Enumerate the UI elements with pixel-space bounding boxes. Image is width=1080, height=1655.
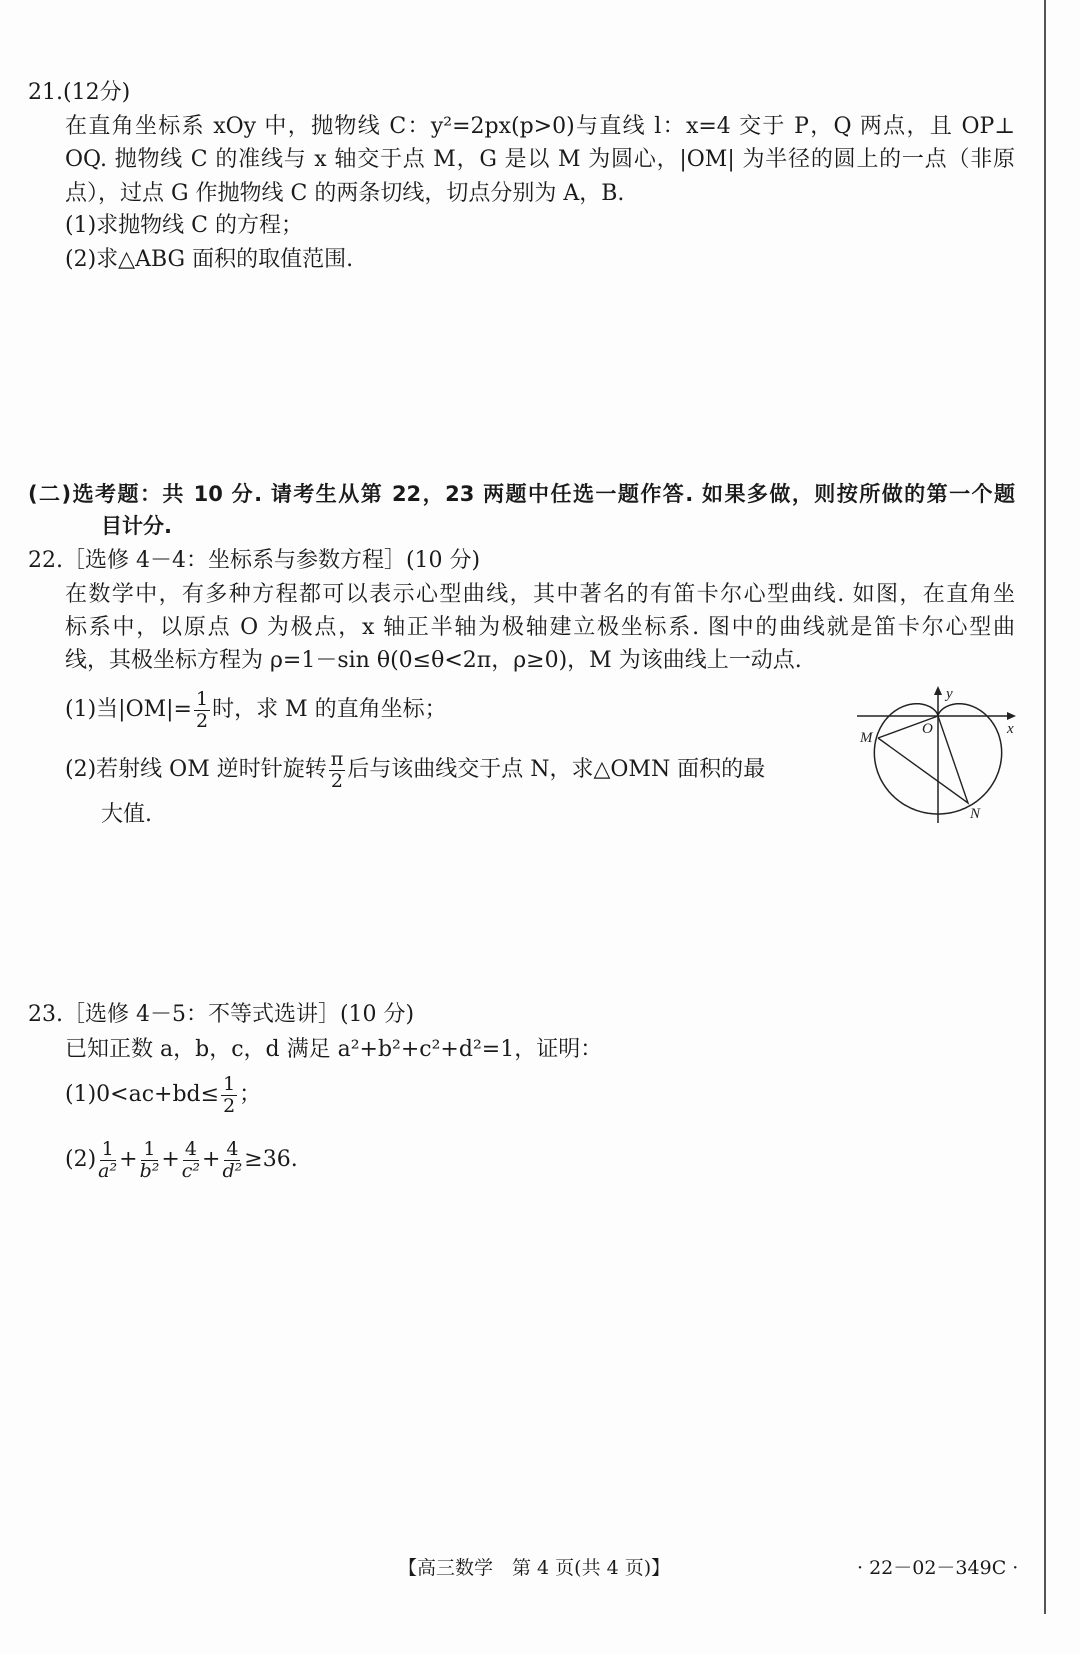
footer-exam-code: · 22－02－349C · <box>857 1557 1019 1579</box>
fraction-denominator: b² <box>139 1159 160 1182</box>
origin-label: O <box>922 721 933 737</box>
plus-sign: + <box>202 1147 221 1172</box>
y-axis-arrow-icon <box>934 686 942 695</box>
fraction-numerator: 4 <box>226 1137 239 1160</box>
fraction-denominator: 2 <box>195 709 209 732</box>
fraction-numerator: 1 <box>223 1072 236 1095</box>
y-axis-label: y <box>946 686 953 702</box>
cardioid-figure <box>850 680 1030 840</box>
fraction-denominator: c² <box>181 1159 201 1182</box>
q23-number: 23.［选修 4－5：不等式选讲］(10 分) <box>28 1002 415 1027</box>
fraction <box>221 1074 237 1117</box>
q23-line-1: 已知正数 a，b，c，d 满足 a²+b²+c²+d²=1，证明： <box>65 1037 603 1062</box>
q21-line-3: 点），过点 G 作抛物线 C 的两条切线，切点分别为 A，B. <box>65 181 625 206</box>
q22-part-2-post: 后与该曲线交于点 N，求△OMN 面积的最 <box>347 757 766 782</box>
fraction <box>182 1139 200 1182</box>
q22-line-1: 在数学中，有多种方程都可以表示心型曲线，其中著名的有笛卡尔心型曲线. 如图，在直角坐 <box>65 582 1015 607</box>
q22-part-1-post: 时，求 M 的直角坐标； <box>212 697 447 722</box>
plus-sign: + <box>161 1147 180 1172</box>
x-axis-label: x <box>1007 721 1014 737</box>
fraction <box>329 749 346 792</box>
section-2-instructions-cont: 目计分. <box>101 514 172 538</box>
fraction-denominator: a² <box>98 1159 118 1182</box>
fraction-denominator: 2 <box>330 769 344 792</box>
q22-part-1-pre: (1)当|OM|= <box>65 697 192 722</box>
q23-part-2-post: ≥36. <box>244 1147 298 1172</box>
fraction-numerator: 4 <box>184 1137 197 1160</box>
q21-line-2: OQ. 抛物线 C 的准线与 x 轴交于点 M，G 是以 M 为圆心，|OM| 为半径的圆上的一点（非原 <box>65 147 1015 172</box>
page-edge-line <box>1044 0 1046 1614</box>
q23-part-1-pre: (1)0<ac+bd≤ <box>65 1082 220 1107</box>
fraction-numerator: 1 <box>143 1137 156 1160</box>
q21-part-2: (2)求△ABG 面积的取值范围. <box>65 247 354 272</box>
footer-page-info: 【高三数学 第 4 页(共 4 页)】 <box>398 1557 671 1579</box>
fraction-denominator: 2 <box>223 1094 236 1117</box>
fraction <box>194 689 210 732</box>
q23-part-2 <box>65 1138 298 1182</box>
q22-part-2-pre: (2)若射线 OM 逆时针旋转 <box>65 757 327 782</box>
fraction-numerator: 1 <box>101 1137 114 1160</box>
q23-part-1-post: ； <box>239 1082 262 1107</box>
q22-number: 22.［选修 4－4：坐标系与参数方程］(10 分) <box>28 548 481 573</box>
fraction-numerator: 1 <box>195 687 209 710</box>
plus-sign: + <box>119 1147 138 1172</box>
fraction-denominator: d² <box>222 1159 243 1182</box>
q23-part-2-pre: (2) <box>65 1147 97 1172</box>
q22-part-2-cont: 大值. <box>101 802 152 827</box>
q22-part-2 <box>65 748 765 792</box>
q21-part-1: (1)求抛物线 C 的方程； <box>65 213 303 238</box>
x-axis-arrow-icon <box>1007 712 1016 720</box>
fraction-numerator: π <box>330 747 344 770</box>
point-m-label: M <box>860 730 873 746</box>
fraction <box>222 1139 242 1182</box>
q21-line-1: 在直角坐标系 xOy 中，抛物线 C：y²=2px(p>0)与直线 l：x=4 交于 P，Q 两点，且 OP⊥ <box>65 114 1015 139</box>
fraction <box>98 1139 117 1182</box>
q22-line-2: 标系中，以原点 O 为极点，x 轴正半轴为极轴建立极坐标系. 图中的曲线就是笛卡尔心型曲 <box>65 615 1015 640</box>
q21-number: 21.(12分) <box>28 80 131 105</box>
q23-part-1 <box>65 1073 261 1117</box>
fraction <box>140 1139 160 1182</box>
point-n-label: N <box>970 806 981 822</box>
q22-line-3: 线，其极坐标方程为 ρ=1－sin θ(0≤θ<2π，ρ≥0)，M 为该曲线上一动点. <box>65 648 802 673</box>
q22-part-1 <box>65 688 447 732</box>
section-2-instructions: (二)选考题：共 10 分. 请考生从第 22，23 两题中任选一题作答. 如果多做，则按所做的第一个题 <box>28 482 1015 506</box>
